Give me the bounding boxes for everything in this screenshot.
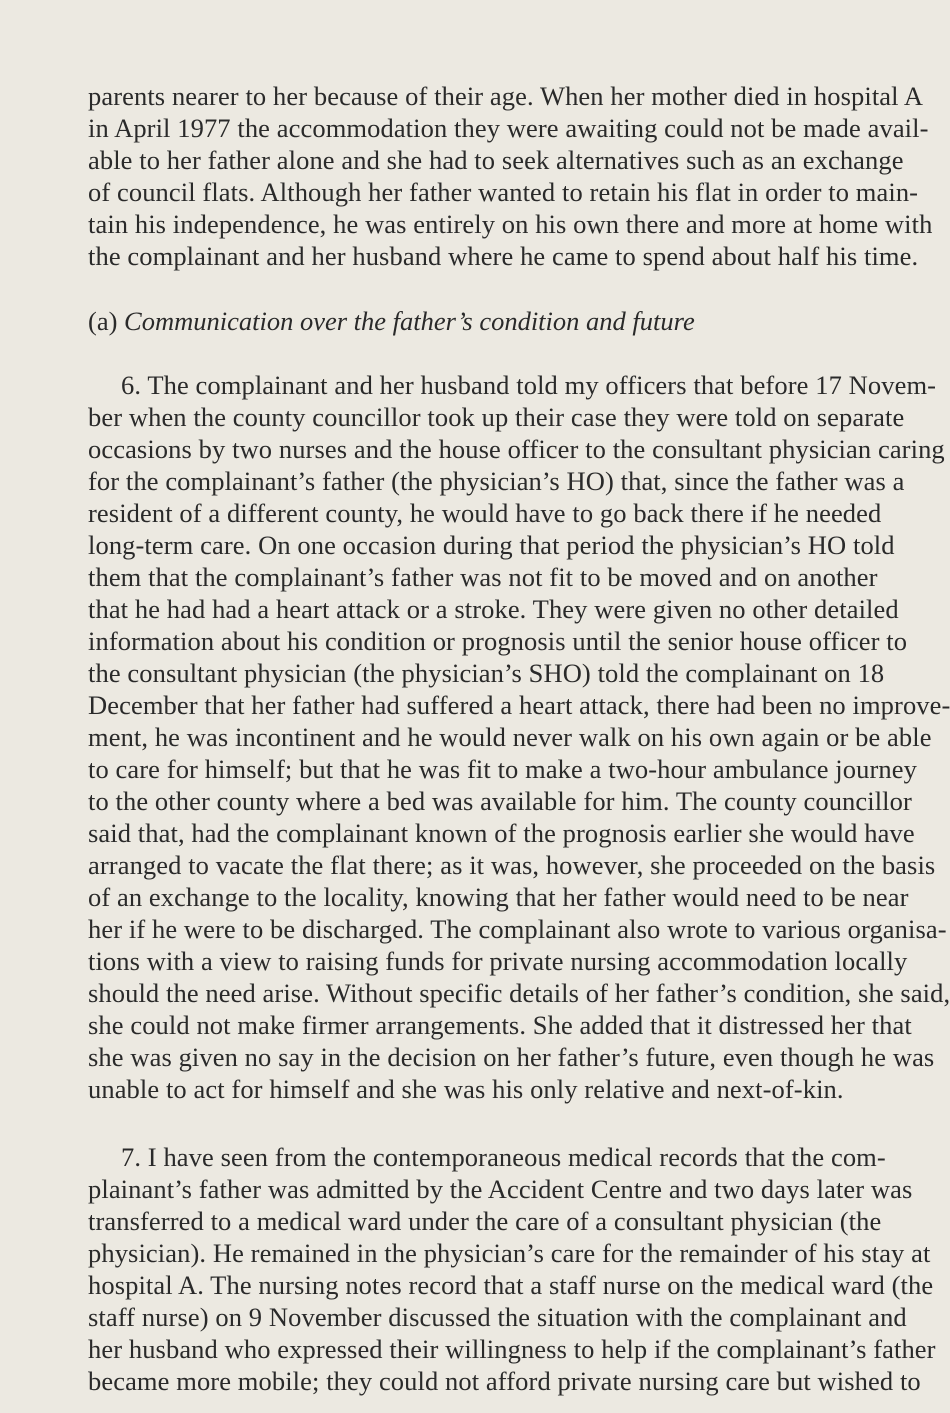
text-line: able to her father alone and she had to seek alternatives such as an exchange: [88, 145, 904, 175]
text-line: long-term care. On one occasion during that period the physician’s HO told: [88, 530, 895, 560]
text-line: information about his condition or prognosis until the senior house officer to: [88, 626, 908, 656]
text-line: plainant’s father was admitted by the Accident Centre and two days later was: [88, 1174, 913, 1204]
text-line: resident of a different county, he would have to go back there if he needed: [88, 498, 882, 528]
text-line: 7. I have seen from the contemporaneous medical records that the com-: [121, 1142, 886, 1172]
text-line: parents nearer to her because of their age. When her mother died in hospital A: [88, 81, 924, 111]
text-line: of council flats. Although her father wanted to retain his flat in order to main-: [88, 177, 919, 207]
text-line: physician). He remained in the physician’s care for the remainder of his stay at: [88, 1238, 931, 1268]
text-line: the complainant and her husband where he came to spend about half his time.: [88, 241, 919, 271]
text-line: the consultant physician (the physician’s SHO) told the complainant on 18: [88, 658, 885, 688]
text-line: tions with a view to raising funds for private nursing accommodation locally: [88, 946, 908, 976]
text-line: should the need arise. Without specific details of her father’s condition, she said,: [88, 978, 950, 1008]
text-line: that he had had a heart attack or a stroke. They were given no other detailed: [88, 594, 899, 624]
text-line: ber when the county councillor took up their case they were told on separate: [88, 402, 905, 432]
text-line: for the complainant’s father (the physician’s HO) that, since the father was a: [88, 466, 905, 496]
text-line: arranged to vacate the flat there; as it was, however, she proceeded on the basis: [88, 850, 936, 880]
text-line: December that her father had suffered a heart attack, there had been no improve-: [88, 690, 950, 720]
text-line: tain his independence, he was entirely on his own there and more at home with: [88, 209, 933, 239]
text-line: hospital A. The nursing notes record that a staff nurse on the medical ward (the: [88, 1270, 934, 1300]
text-line: staff nurse) on 9 November discussed the situation with the complainant and: [88, 1302, 907, 1332]
text-line: she was given no say in the decision on her father’s future, even though he was: [88, 1042, 935, 1072]
text-line: ment, he was incontinent and he would never walk on his own again or be able: [88, 722, 932, 752]
text-line: of an exchange to the locality, knowing that her father would need to be near: [88, 882, 909, 912]
section-heading-title: Communication over the father’s condition and future: [124, 306, 695, 336]
text-line: to the other county where a bed was available for him. The county councillor: [88, 786, 912, 816]
text-line: became more mobile; they could not afford private nursing care but wished to: [88, 1366, 921, 1396]
text-line: her husband who expressed their willingness to help if the complainant’s father: [88, 1334, 936, 1364]
section-heading: [88, 305, 695, 337]
text-line: unable to act for himself and she was his only relative and next-of-kin.: [88, 1074, 844, 1104]
text-line: transferred to a medical ward under the care of a consultant physician (the: [88, 1206, 882, 1236]
text-line: she could not make firmer arrangements. She added that it distressed her that: [88, 1010, 912, 1040]
text-line: them that the complainant’s father was not fit to be moved and on another: [88, 562, 878, 592]
text-line: said that, had the complainant known of the prognosis earlier she would have: [88, 818, 915, 848]
text-line: in April 1977 the accommodation they were awaiting could not be made avail-: [88, 113, 929, 143]
text-line: occasions by two nurses and the house officer to the consultant physician caring: [88, 434, 945, 464]
text-line: her if he were to be discharged. The complainant also wrote to various organisa-: [88, 914, 947, 944]
section-heading-label: (a): [88, 306, 118, 336]
text-line: 6. The complainant and her husband told my officers that before 17 Novem-: [121, 370, 937, 400]
text-line: to care for himself; but that he was fit to make a two-hour ambulance journey: [88, 754, 917, 784]
